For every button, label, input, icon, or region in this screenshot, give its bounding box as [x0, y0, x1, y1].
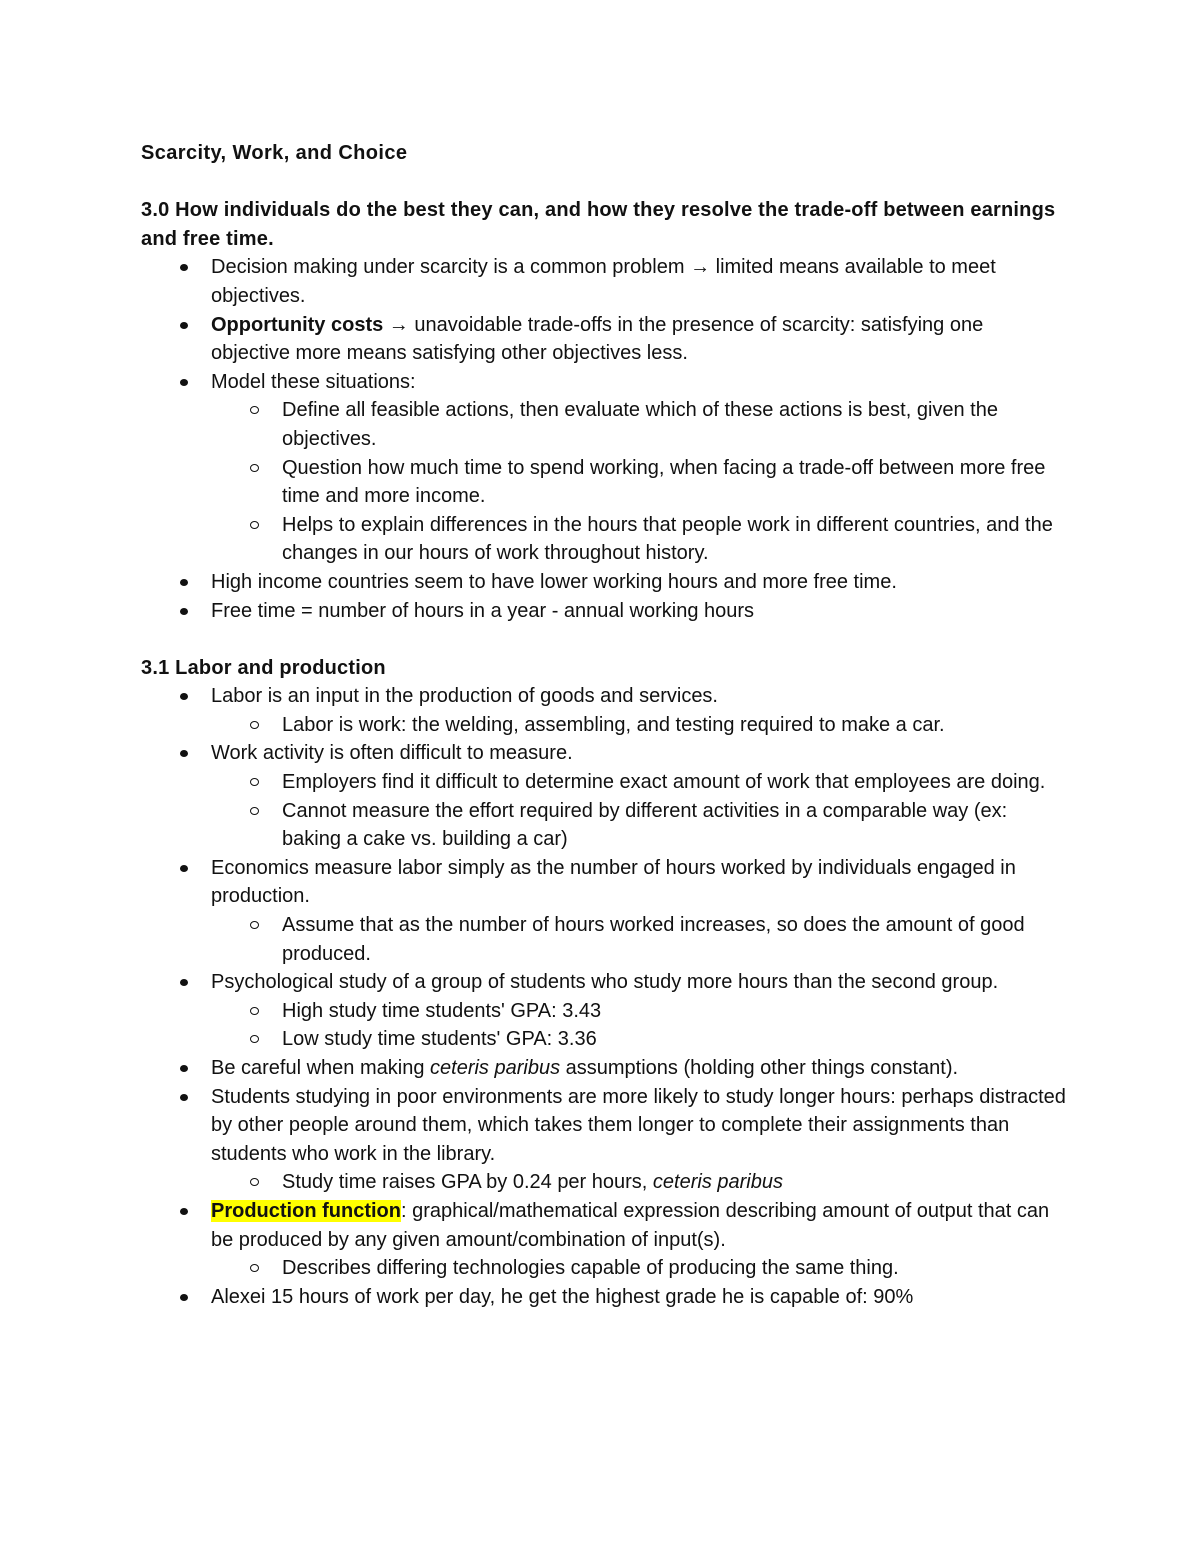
sub-list-item: [141, 396, 1066, 453]
list-item: [141, 968, 1066, 997]
bullet-text: Cannot measure the effort required by different activities in a comparable way (ex: baking a cake vs. building a car): [282, 799, 1008, 851]
list-item: [141, 682, 1066, 711]
bullet-text: Alexei 15 hours of work per day, he get the highest grade he is capable of: 90%: [211, 1285, 914, 1308]
bullet-text: Question how much time to spend working, when facing a trade-off between more free time and more income.: [282, 456, 1046, 508]
italic-term: ceteris paribus: [652, 1171, 783, 1194]
bullet-text: Model these situations:: [211, 370, 416, 393]
bullet-text: Work activity is often difficult to measure.: [211, 742, 573, 765]
spacer: [141, 168, 1066, 197]
list-item: [141, 597, 1066, 626]
sub-list-item: [141, 454, 1066, 511]
bullet-text: Be careful when making: [211, 1057, 431, 1079]
bullet-text: Employers find it difficult to determine exact amount of work that employees are doing.: [282, 771, 1046, 794]
list-item: [141, 311, 1066, 368]
sub-list-item: [141, 768, 1066, 797]
sub-list-item: [141, 511, 1066, 568]
bullet-text: Assume that as the number of hours worked increases, so does the amount of good produced.: [282, 914, 1025, 965]
list-item: [141, 854, 1066, 911]
sub-list-item: [141, 997, 1066, 1026]
bullet-text: Decision making under scarcity is a common problem → limited means available to meet objectives.: [211, 256, 996, 307]
list-item: [141, 1083, 1066, 1169]
document-body: [141, 139, 1066, 1311]
sub-list-item: [141, 1025, 1066, 1054]
bullet-text: Psychological study of a group of students who study more hours than the second group.: [211, 971, 999, 994]
bullet-text: High study time students' GPA: 3.43: [282, 999, 602, 1022]
bullet-text: Students studying in poor environments are more likely to study longer hours: perhaps distracted by other people around them, which takes them longer to complete their assignments than students who work in the library.: [211, 1085, 1066, 1165]
list-item: [141, 1197, 1066, 1254]
bullet-text: Helps to explain differences in the hours that people work in different countries, and the changes in our hours of work throughout history.: [282, 513, 1053, 565]
list-item: [141, 253, 1066, 310]
list-item: [141, 1054, 1066, 1083]
bullet-text: Economics measure labor simply as the number of hours worked by individuals engaged in production.: [211, 856, 1016, 908]
sub-list-item: [141, 711, 1066, 740]
bullet-text: Labor is work: the welding, assembling, and testing required to make a car.: [282, 713, 945, 736]
term-opportunity-costs: Opportunity costs: [211, 313, 384, 336]
bullet-text: Study time raises GPA by 0.24 per hours,: [282, 1171, 653, 1194]
bullet-text: assumptions (holding other things constant).: [560, 1057, 959, 1079]
highlighted-term-production-function: Production function: [211, 1199, 401, 1222]
sub-list-item: [141, 1254, 1066, 1283]
list-item: [141, 368, 1066, 397]
list-item: [141, 1283, 1066, 1312]
bullet-text: High income countries seem to have lower working hours and more free time.: [211, 570, 897, 593]
bullet-text: Free time = number of hours in a year - annual working hours: [211, 599, 755, 622]
document-title: Scarcity, Work, and Choice: [141, 142, 408, 164]
bullet-text: Low study time students' GPA: 3.36: [282, 1028, 597, 1051]
section-3-0-list: [141, 253, 1066, 625]
bullet-text: Labor is an input in the production of goods and services.: [211, 685, 718, 708]
list-item: [141, 739, 1066, 768]
spacer: [141, 625, 1066, 654]
bullet-text: Define all feasible actions, then evaluate which of these actions is best, given the objectives.: [282, 399, 998, 450]
section-heading-3-1: 3.1 Labor and production: [141, 656, 386, 679]
bullet-text: → unavoidable trade-offs in the presence of scarcity: satisfying one objective more means satisfying other objectives less.: [211, 313, 984, 365]
section-heading-3-0: 3.0 How individuals do the best they can, and how they resolve the trade-off between earnings and free time.: [141, 199, 1056, 250]
italic-term: ceteris paribus: [430, 1057, 561, 1079]
sub-list-item: [141, 1168, 1066, 1197]
bullet-text: Describes differing technologies capable of producing the same thing.: [282, 1257, 899, 1280]
sub-list-item: [141, 797, 1066, 854]
list-item: [141, 568, 1066, 597]
bullet-text: : graphical/mathematical expression describing amount of output that can be produced by any given amount/combination of input(s).: [211, 1199, 1050, 1251]
sub-list-item: [141, 911, 1066, 968]
section-3-1-list: [141, 682, 1066, 1311]
